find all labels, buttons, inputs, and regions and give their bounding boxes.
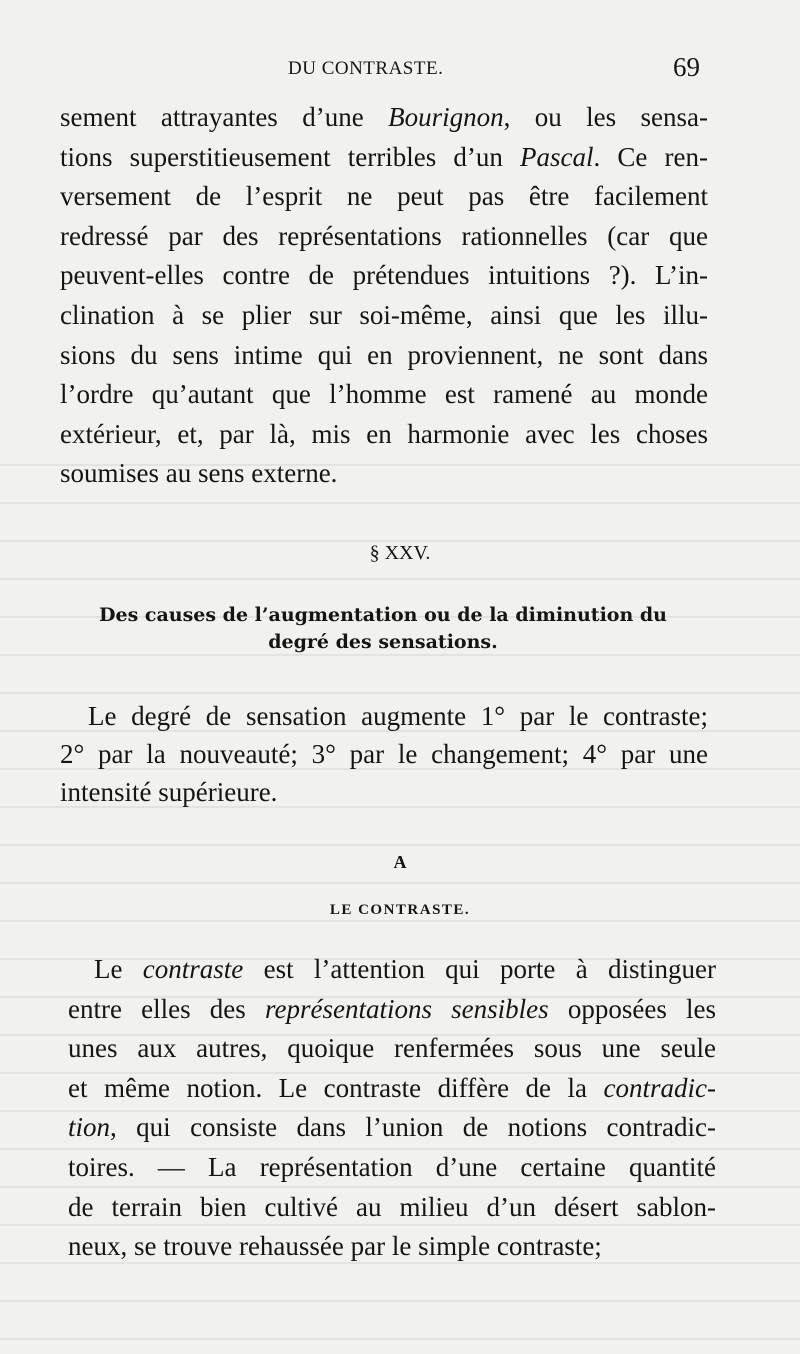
text-line [68,950,716,990]
text-line [68,990,716,1030]
text-run: redressé par des représentations rationnelles (car que [60,220,708,251]
section-title: Des causes de l’augmentation ou de la diminution du degré des sensations. [99,604,667,653]
running-head [0,52,800,92]
text-line [60,138,708,178]
text-run: sions du sens intime qui en proviennent, ne sont dans [60,339,708,370]
text-run: Le [94,954,143,984]
text-run: et même notion. Le contraste diffère de la [68,1072,604,1103]
text-run: unes aux autres, quoique renfermées sous une seule [68,1033,716,1064]
paragraph-3 [68,950,716,1267]
text-run: , qui consiste dans l’union de notions contradic- [110,1112,716,1143]
text-line [68,1227,716,1267]
text-run: opposées les [548,993,716,1024]
text-line [60,296,708,336]
text-run: , ou les sensa- [503,102,708,132]
running-title: DU CONTRASTE. [288,58,444,79]
text-line [60,98,708,138]
italic-text: contraste [142,954,244,984]
text-line [60,375,708,415]
text-line [60,773,708,811]
text-line [68,1069,716,1109]
subsection-letter: A [393,852,407,872]
text-run: toires. — La représentation d’une certaine quantité [68,1151,716,1182]
text-run: peuvent-elles contre de prétendues intuitions ?). L’in- [60,260,708,291]
text-run: tions superstitieusement terribles d’un [60,141,520,172]
text-line [60,454,708,494]
text-line [68,1029,716,1069]
text-run: intensité supérieure. [60,777,278,807]
text-run: Le degré de sensation augmente 1° par le contraste; [88,701,708,731]
text-run: 2° par la nouveauté; 3° par le changement; 4° par une [60,739,708,769]
page-number: 69 [673,52,700,82]
text-run: est l’attention qui porte à distinguer [243,954,716,984]
paragraph-2 [60,697,708,811]
text-line [68,1148,716,1188]
text-line [60,697,708,735]
text-run: neux, se trouve rehaussée par le simple contraste; [68,1231,602,1262]
paragraph-1 [60,98,708,494]
text-run: l’ordre qu’autant que l’homme est ramené au monde [60,379,708,410]
text-line [60,177,708,217]
text-run: extérieur, et, par là, mis en harmonie avec les choses [60,418,708,449]
italic-text: tion [68,1112,111,1143]
section-number: § XXV. [369,542,431,564]
italic-text: Pascal [520,141,594,172]
text-run: entre elles des [68,993,265,1024]
text-run: versement de l’esprit ne peut pas être facilement [60,181,708,212]
text-run: sement attrayantes d’une [60,102,389,132]
italic-text: contradic- [603,1072,716,1103]
text-run: de terrain bien cultivé au milieu d’un désert sablon- [68,1191,716,1222]
text-line [68,1188,716,1228]
text-line [60,415,708,455]
text-run: soumises au sens externe. [60,458,338,489]
text-line [60,217,708,257]
text-line [60,336,708,376]
text-run: clination à se plier sur soi-même, ainsi que les illu- [60,299,708,330]
subsection-title: LE CONTRASTE. [329,902,471,918]
text-line [60,256,708,296]
italic-text: Bourignon [388,102,504,132]
text-line [68,1108,716,1148]
text-line [60,735,708,773]
text-run: . Ce ren- [593,141,708,172]
italic-text: représentations sensibles [264,993,549,1024]
